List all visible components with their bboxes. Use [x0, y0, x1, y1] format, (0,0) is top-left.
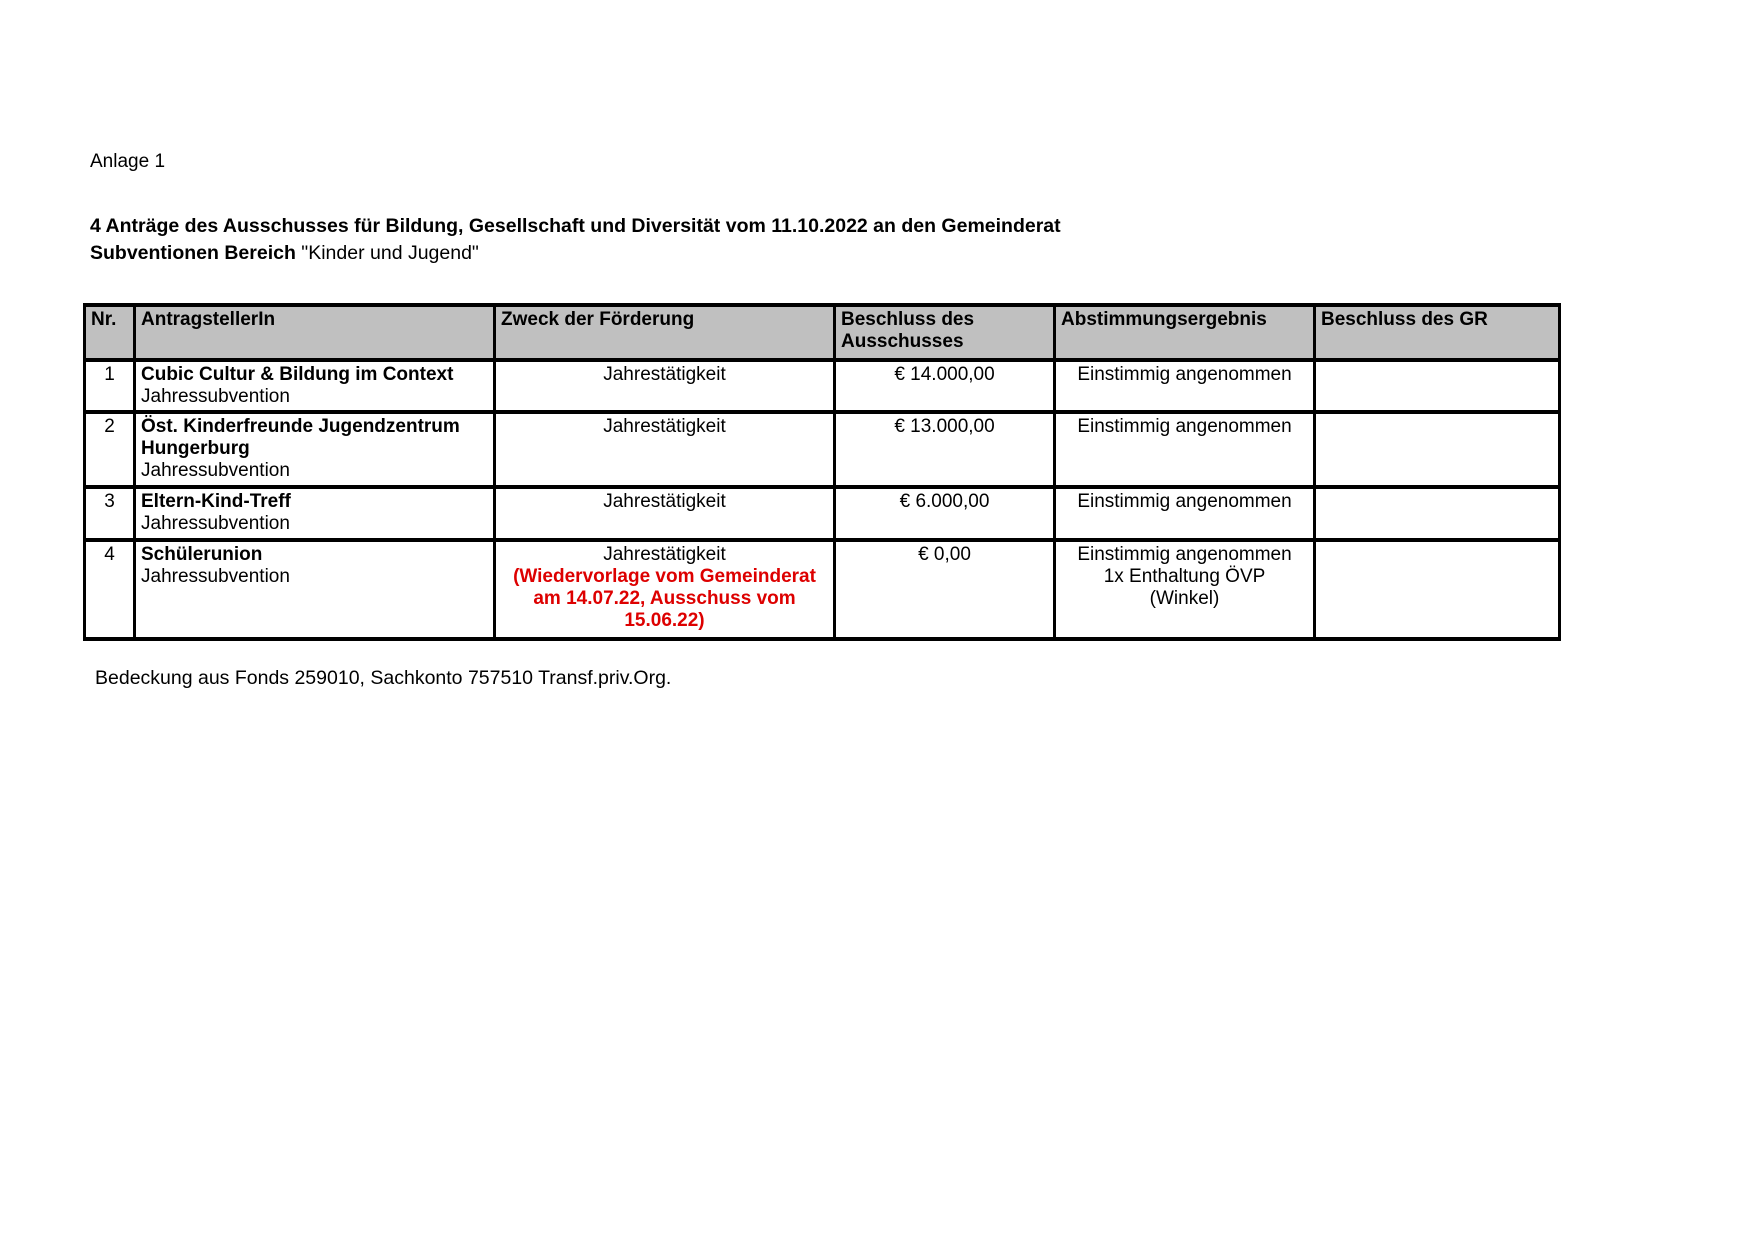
- purpose-text: Jahrestätigkeit: [603, 364, 726, 385]
- purpose-text: Jahrestätigkeit: [603, 544, 726, 565]
- purpose-cell: [495, 540, 835, 639]
- table-row: [85, 487, 1560, 540]
- vote-result-cell: [1055, 540, 1315, 639]
- row-number: 2: [85, 412, 135, 487]
- amount-cell: € 0,00: [835, 540, 1055, 639]
- row-number: 1: [85, 360, 135, 412]
- purpose-cell: [495, 487, 835, 540]
- column-header-abstimmungsergebnis: Abstimmungsergebnis: [1055, 305, 1315, 360]
- applicant-cell: [135, 487, 495, 540]
- purpose-text: Jahrestätigkeit: [603, 491, 726, 512]
- applicant-cell: [135, 540, 495, 639]
- funding-source-note: Bedeckung aus Fonds 259010, Sachkonto 757510 Transf.priv.Org.: [95, 667, 672, 689]
- table-row: [85, 540, 1560, 639]
- applicant-name: Öst. Kinderfreunde Jugendzentrum Hungerburg: [141, 416, 460, 459]
- column-header-antragsteller: AntragstellerIn: [135, 305, 495, 360]
- vote-result-line: Einstimmig angenommen: [1077, 416, 1292, 437]
- vote-result-line: Einstimmig angenommen: [1077, 544, 1292, 565]
- vote-result-cell: [1055, 412, 1315, 487]
- purpose-cell: [495, 360, 835, 412]
- table-row: [85, 360, 1560, 412]
- council-decision-cell: [1315, 360, 1560, 412]
- table-row: [85, 412, 1560, 487]
- attachment-label: Anlage 1: [90, 151, 166, 172]
- column-header-beschluss-gr: Beschluss des GR: [1315, 305, 1560, 360]
- applicant-subline: Jahressubvention: [141, 566, 290, 587]
- applicant-name: Eltern-Kind-Treff: [141, 491, 291, 512]
- row-number: 3: [85, 487, 135, 540]
- purpose-resubmission-note: (Wiedervorlage vom Gemeinderat am 14.07.22, Ausschuss vom 15.06.22): [513, 566, 816, 631]
- vote-result-line: (Winkel): [1149, 588, 1220, 609]
- amount-cell: € 13.000,00: [835, 412, 1055, 487]
- applicant-name: Cubic Cultur & Bildung im Context: [141, 364, 454, 385]
- document-title-line1: 4 Anträge des Ausschusses für Bildung, Gesellschaft und Diversität vom 11.10.2022 an den Gemeinderat: [90, 215, 1061, 237]
- vote-result-line: Einstimmig angenommen: [1077, 491, 1292, 512]
- council-decision-cell: [1315, 487, 1560, 540]
- subsidy-table: [83, 303, 1561, 641]
- amount-cell: € 14.000,00: [835, 360, 1055, 412]
- applicant-cell: [135, 412, 495, 487]
- applicant-name: Schülerunion: [141, 544, 263, 565]
- applicant-subline: Jahressubvention: [141, 460, 290, 481]
- document-subtitle-bold: Subventionen Bereich: [90, 242, 296, 264]
- applicant-cell: [135, 360, 495, 412]
- vote-result-cell: [1055, 360, 1315, 412]
- column-header-beschluss-ausschuss: Beschluss des Ausschusses: [835, 305, 1055, 360]
- document-title-line2: [90, 240, 1061, 267]
- council-decision-cell: [1315, 540, 1560, 639]
- council-decision-cell: [1315, 412, 1560, 487]
- vote-result-cell: [1055, 487, 1315, 540]
- vote-result-line: Einstimmig angenommen: [1077, 364, 1292, 385]
- purpose-text: Jahrestätigkeit: [603, 416, 726, 437]
- document-title: [90, 213, 1061, 267]
- table-header-row: [85, 305, 1560, 360]
- document-subtitle-regular: "Kinder und Jugend": [295, 242, 479, 264]
- applicant-subline: Jahressubvention: [141, 513, 290, 534]
- row-number: 4: [85, 540, 135, 639]
- vote-result-line: 1x Enthaltung ÖVP: [1103, 566, 1266, 587]
- applicant-subline: Jahressubvention: [141, 386, 290, 407]
- purpose-cell: [495, 412, 835, 487]
- column-header-nr: Nr.: [85, 305, 135, 360]
- column-header-zweck: Zweck der Förderung: [495, 305, 835, 360]
- amount-cell: € 6.000,00: [835, 487, 1055, 540]
